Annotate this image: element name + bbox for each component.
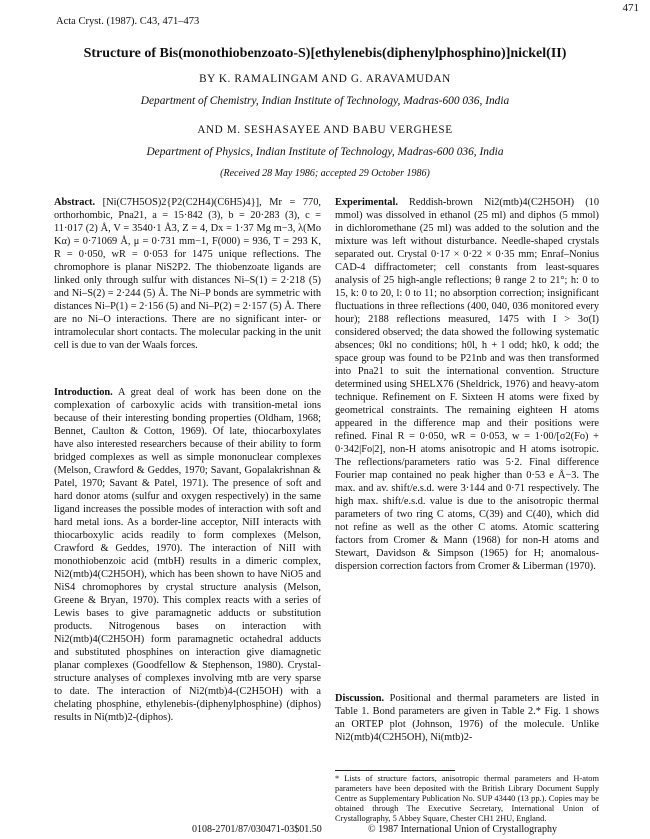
discussion-body: Positional and thermal parameters are listed in Table 1. Bond parameters are given in Table 2.* Fig. 1 shows an ORTEP plot (Johnson, 1976) of the molecule. Unlike Ni2(mtb)4(C2H5OH), Ni(mtb)2- bbox=[335, 693, 599, 743]
journal-reference: Acta Cryst. (1987). C43, 471–473 bbox=[56, 16, 200, 27]
affiliation-1: Department of Chemistry, Indian Institute of Technology, Madras-600 036, India bbox=[140, 95, 510, 107]
footnote-divider bbox=[335, 770, 455, 771]
experimental-heading: Experimental. bbox=[335, 197, 398, 208]
abstract-section bbox=[54, 196, 321, 352]
abstract-body: [Ni(C7H5OS)2{P2(C2H4)(C6H5)4}], Mr = 770, orthorhombic, Pna21, a = 15·842 (3), b = 20·283 (3), c = 11·017 (2) Å, V = 3540·1 Å3, Z = 4, Dx = 1·37 Mg m−3, λ(Mo Kα) = 0·71069 Å, μ = 0·731 mm−1, F(000) = 936, T = 293 K, R = 0·050, wR = 0·053 for 1475 unique reflections. The chromophore is planar NiS2P2. The thiobenzoate ligands are linked only through sulfur with distances Ni–S(1) = 2·218 (5) and Ni–S(2) = 2·244 (5) Å. The Ni–P bonds are symmetric with distances Ni–P(1) = 2·156 (5) and Ni–P(2) = 2·157 (5) Å. There are no Ni–O interactions. There are no significant inter- or intramolecular short contacts. The molecular packing in the unit cell is due to van der Waals forces. bbox=[54, 197, 321, 351]
introduction-heading: Introduction. bbox=[54, 387, 113, 398]
experimental-section bbox=[335, 196, 599, 573]
introduction-body: A great deal of work has been done on the complexation of carboxylic acids with transition-metal ions because of their interesting bonding properties (Oldham, 1968; Bennet, Caulton & Cotton, 1969). Of late, thiocarboxylates have also interested researchers because of their ability to form bridged complexes as well as simple mononuclear complexes (Melson, Crawford & Geddes, 1970; Savant, Gopalakrishnan & Patel, 1970; Savant & Patel, 1971). The presence of soft and hard donor atoms (sulfur and oxygen respectively) in the same ligand increases the possible modes of interaction with soft and hard metal ions. As a border-line acceptor, NiII interacts with thiocarboxylic acids readily to form complexes (Melson, Crawford & Geddes, 1970). The interaction of NiII with monothiobenzoic acid (mtbH) results in a dimeric complex, Ni2(mtb)4(C2H5OH), which has been shown to have NiO5 and NiS4 chromophores by crystal structure analysis (Melson, Greene & Bryan, 1970). This complex reacts with a series of Lewis bases to give paramagnetic adducts or substitution products. Nitrogenous bases on interaction with Ni2(mtb)4(C2H5OH) form paramagnetic octahedral adducts and substituted phosphines on interaction give diamagnetic planar complexes (Goodfellow & Stephenson, 1980). Crystal-structure analyses of complexes involving mtb are very sparse to date. The interaction of Ni2(mtb)4-(C2H5OH) with a chelating phosphine, ethylenebis-(diphenylphosphine) (diphos) results in Ni(mtb)2-(diphos). bbox=[54, 387, 322, 723]
received-dates: (Received 28 May 1986; accepted 29 October 1986) bbox=[220, 168, 430, 179]
experimental-body: Reddish-brown Ni2(mtb)4(C2H5OH) (10 mmol) was dissolved in ethanol (25 ml) and diphos (5 mmol) in dichloromethane (25 ml) was added to the solution and the mixture was left without disturbance. Needle-shaped crystals separated out. Crystal 0·17 × 0·22 × 0·35 mm; Enraf–Nonius CAD-4 diffractometer; cell constants from least-squares analysis of 25 high-angle reflections; θ range 2 to 21°; h: 0 to 15, k: 0 to 20, l: 0 to 11; no absorption correction; insignificant fluctuations in three reflections (400, 040, 036 monitored every hour); 2188 reflections measured, 1475 with I > 3σ(I) considered observed; the data showed the following systematic absences; 0kl no conditions; h0l, h + l odd; hk0, k odd; the space group was found to be P21nb and was then transformed into Pna21 to suit the international convention. Structure determined using SHELX76 (Sheldrick, 1976) and heavy-atom technique. Refinement on F. Sixteen H atoms were fixed by geometrical constraints. The remaining eighteen H atoms appeared in the difference map and their positions were refined. Final R = 0·050, wR = 0·053, w = 1·00/[σ2(Fo) + 0·342|Fo|2], non-H atoms anisotropic and H atoms isotropic. The reflections/parameters ratio was 5·2. Final difference Fourier map contained no peak higher than 0·53 e Å−3. The max. and av. shift/e.s.d. were 3·144 and 0·71 respectively. The high max. shift/e.s.d. value is due to the anisotropic thermal parameters of two ring C atoms, C(39) and C(40), which did not refine as well as the other C atoms. Atomic scattering factors from Cromer & Mann (1968) for non-H atoms and Stewart, Davidson & Simpson (1965) for H; anomalous-dispersion correction factors from Cromer & Liberman (1970). bbox=[335, 197, 600, 572]
page-number: 471 bbox=[622, 2, 639, 14]
article-title: Structure of Bis(monothiobenzoato-S)[ethylenebis(diphenylphosphino)]nickel(II) bbox=[83, 46, 567, 61]
copyright-notice: © 1987 International Union of Crystallography bbox=[368, 824, 557, 835]
authors-line-1: BY K. RAMALINGAM AND G. ARAVAMUDAN bbox=[199, 73, 451, 85]
authors-line-2: AND M. SESHASAYEE AND BABU VERGHESE bbox=[197, 124, 453, 136]
affiliation-2: Department of Physics, Indian Institute of Technology, Madras-600 036, India bbox=[146, 146, 504, 158]
discussion-heading: Discussion. bbox=[335, 693, 385, 704]
footnote: * Lists of structure factors, anisotropic thermal parameters and H-atom parameters have been deposited with the British Library Document Supply Centre as Supplementary Publication No. SUP 43440 (13 pp.). Copies may be obtained through The Executive Secretary, International Union of Crystallography, 5 Abbey Square, Chester CH1 2HU, England. bbox=[335, 774, 599, 823]
abstract-heading: Abstract. bbox=[54, 197, 96, 208]
article-code: 0108-2701/87/030471-03$01.50 bbox=[192, 824, 322, 835]
introduction-section bbox=[54, 386, 321, 724]
discussion-section bbox=[335, 692, 599, 744]
